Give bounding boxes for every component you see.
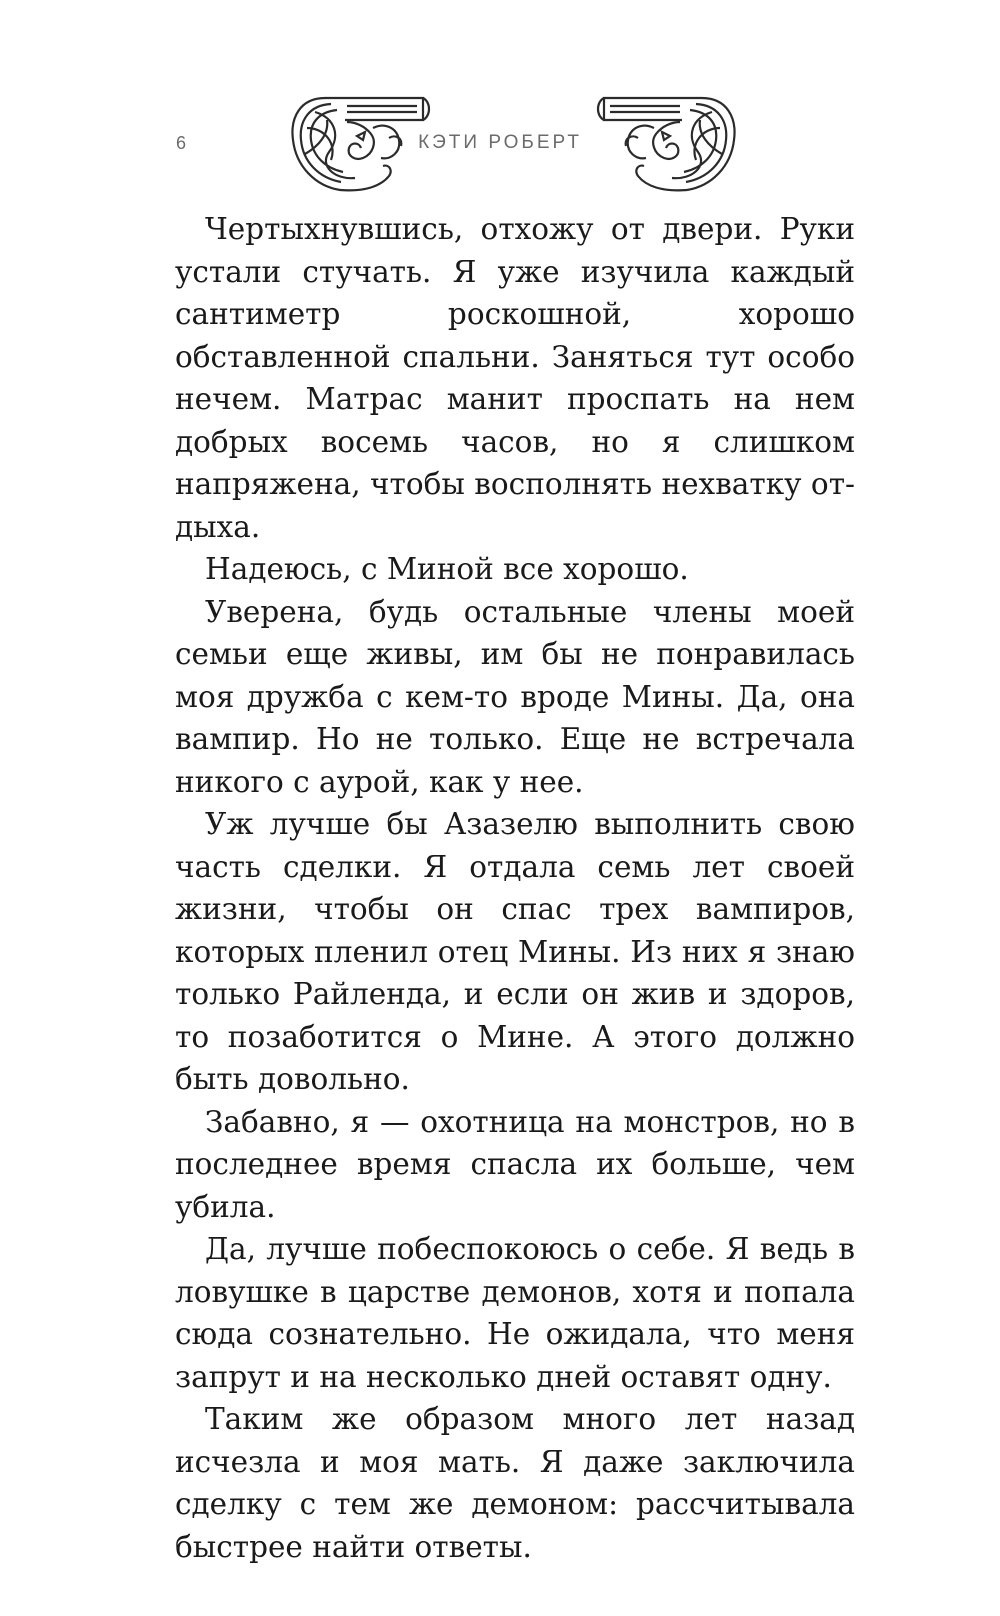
body-text <box>175 208 855 1568</box>
page-number: 6 <box>176 133 187 153</box>
page-header <box>0 0 1000 210</box>
paragraph: Чертыхнувшись, отхожу от двери. Руки устали стучать. Я уже изучила каждый сантиметр роскошной, хорошо обставленной спальни. Заняться тут особо нечем. Матрас манит проспать на нем добрых восемь часов, но я слишком напряжена, чтобы восполнять нехватку отдыха. <box>175 212 855 544</box>
paragraph: Уверена, будь остальные члены моей семьи еще живы, им бы не понравилась моя дружба с кем-то вроде Мины. Да, она вампир. Но не только. Еще не встречала никого с аурой, как у нее. <box>175 594 855 799</box>
paragraph: Таким же образом много лет назад исчезла и моя мать. Я даже заключила сделку с тем же демоном: рассчитывала быстрее найти ответы. <box>175 1402 855 1564</box>
paragraph: Да, лучше побеспокоюсь о себе. Я ведь в ловушке в царстве демонов, хотя и попала сюда сознательно. Не ожидала, что меня запрут и на несколько дней оставят одну. <box>175 1232 855 1394</box>
paragraph: Надеюсь, с Миной все хорошо. <box>205 552 689 586</box>
running-head-author: КЭТИ РОБЕРТ <box>418 132 582 153</box>
paragraph: Уж лучше бы Азазелю выполнить свою часть сделки. Я отдала семь лет своей жизни, чтобы он спас трех вампиров, которых пленил отец Мины. Из них я знаю только Райленда, и если он жив и здоров, то позаботится о Мине. А этого должно быть довольно. <box>175 807 855 1096</box>
celtic-knot-ornament-right <box>592 88 742 198</box>
paragraph: Забавно, я — охотница на монстров, но в последнее время спасла их больше, чем убила. <box>175 1104 855 1224</box>
